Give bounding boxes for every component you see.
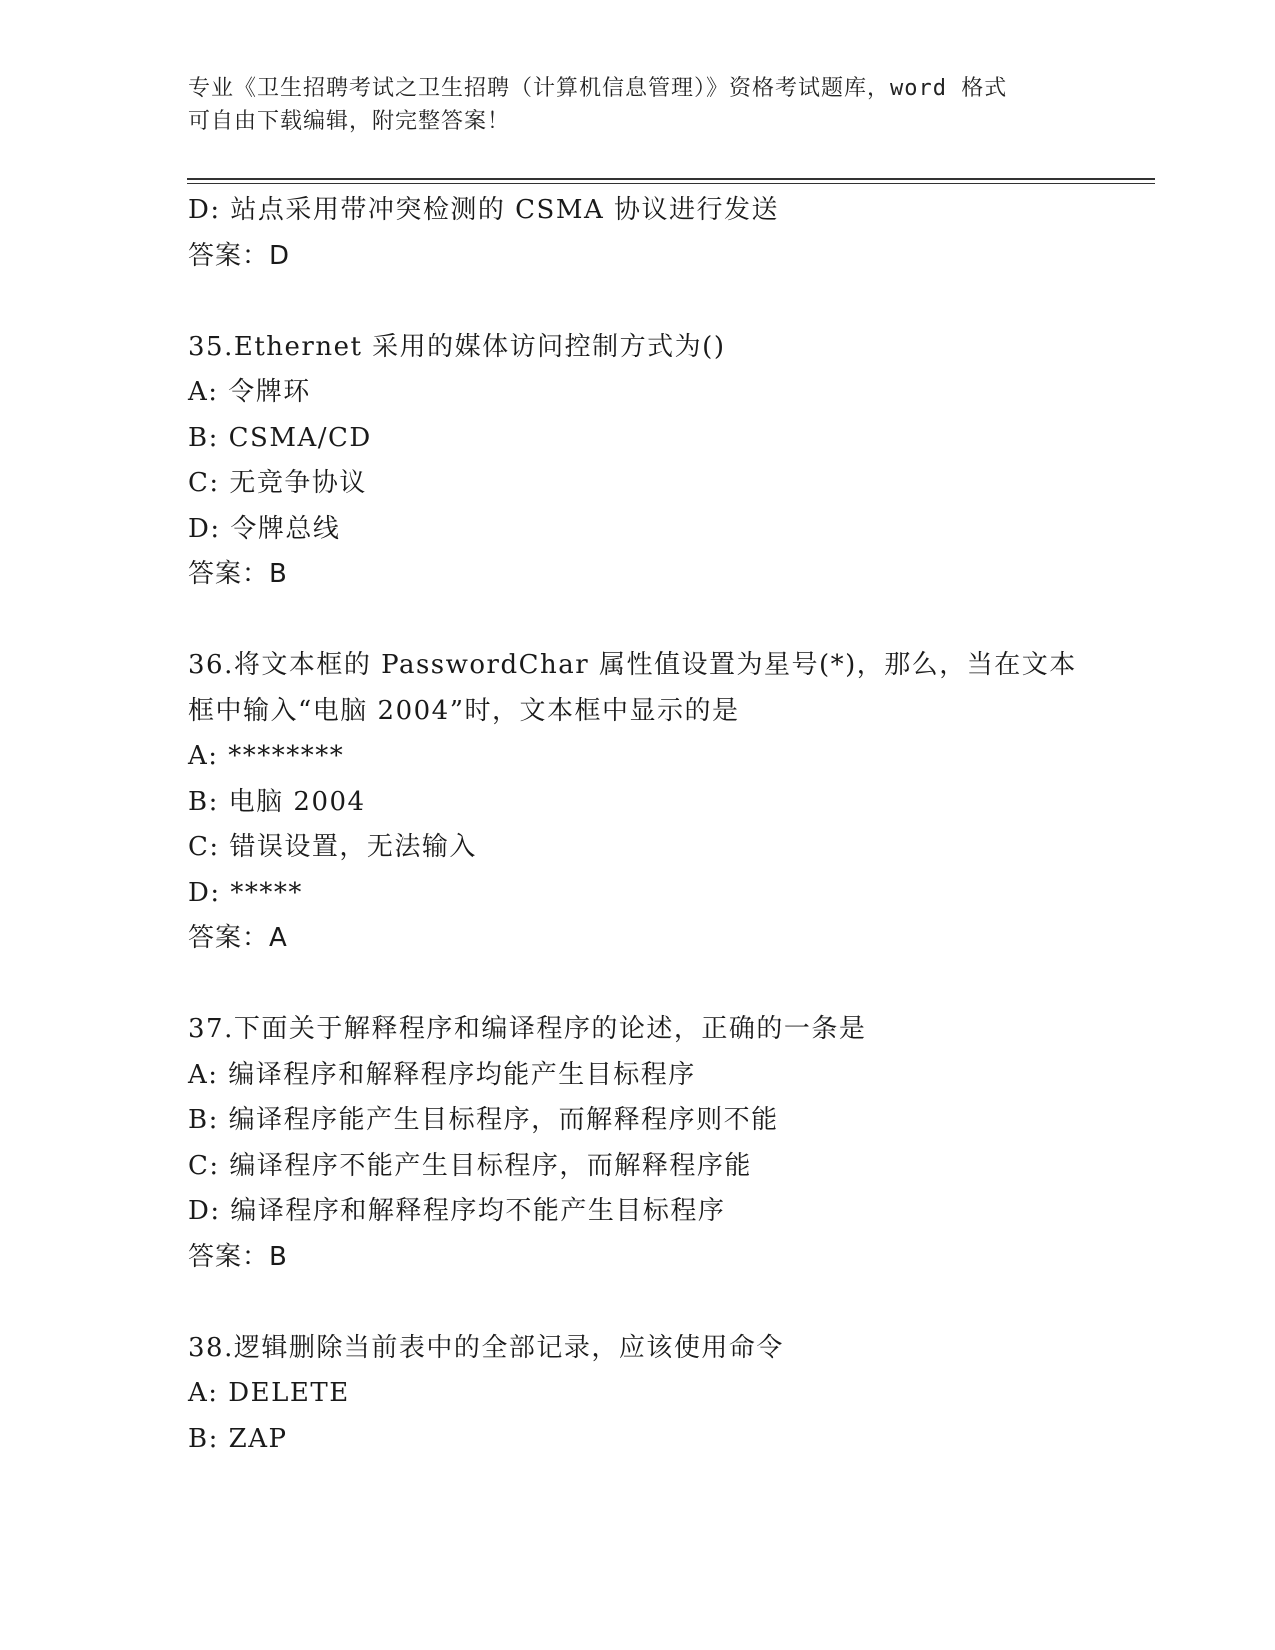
answer: 答案：A [188, 923, 288, 953]
fragment-option-d: D: 站点采用带冲突检测的 CSMA 协议进行发送 [188, 195, 780, 225]
question-stem: 36.将文本框的 PasswordChar 属性值设置为星号(*)，那么，当在文本 [188, 650, 1077, 680]
spacer [188, 1280, 1138, 1326]
question-37 [188, 1007, 1138, 1280]
option-a: A: 编译程序和解释程序均能产生目标程序 [188, 1059, 696, 1090]
spacer [188, 279, 1138, 325]
option-a: A: DELETE [188, 1378, 350, 1408]
option-d: D: 令牌总线 [188, 513, 341, 544]
spacer [188, 598, 1138, 644]
spacer [188, 962, 1138, 1008]
option-b: B: 编译程序能产生目标程序，而解释程序则不能 [188, 1105, 779, 1135]
question-38 [188, 1326, 1138, 1463]
question-35 [188, 325, 1138, 598]
option-b: B: CSMA/CD [188, 422, 372, 453]
question-stem: 38.逻辑删除当前表中的全部记录，应该使用命令 [188, 1332, 784, 1363]
option-a: A: 令牌环 [188, 377, 311, 407]
option-b: B: 电脑 2004 [188, 786, 366, 817]
question-stem-continued: 框中输入“电脑 2004”时，文本框中显示的是 [188, 695, 740, 726]
option-c: C: 无竞争协议 [188, 468, 367, 498]
option-b: B: ZAP [188, 1423, 288, 1454]
fragment-answer: 答案：D [188, 240, 291, 271]
option-c: C: 错误设置，无法输入 [188, 832, 477, 862]
question-36 [188, 643, 1138, 962]
option-d: D: 编译程序和解释程序均不能产生目标程序 [188, 1196, 726, 1226]
answer: 答案：B [188, 559, 288, 589]
header-line-1: 专业《卫生招聘考试之卫生招聘（计算机信息管理）》资格考试题库，word 格式 [188, 76, 1008, 101]
option-d: D: ***** [188, 877, 303, 908]
question-list [188, 188, 1138, 1462]
question-stem: 37.下面关于解释程序和编译程序的论述，正确的一条是 [188, 1014, 867, 1044]
header-line-2: 可自由下载编辑，附完整答案！ [188, 109, 511, 134]
header-divider-thick [187, 178, 1155, 180]
question-stem: 35.Ethernet 采用的媒体访问控制方式为() [188, 331, 726, 362]
option-a: A: ******** [188, 741, 345, 771]
document-header [188, 72, 1088, 138]
header-divider-thin [187, 183, 1155, 184]
option-c: C: 编译程序不能产生目标程序，而解释程序能 [188, 1150, 752, 1181]
answer: 答案：B [188, 1241, 288, 1272]
